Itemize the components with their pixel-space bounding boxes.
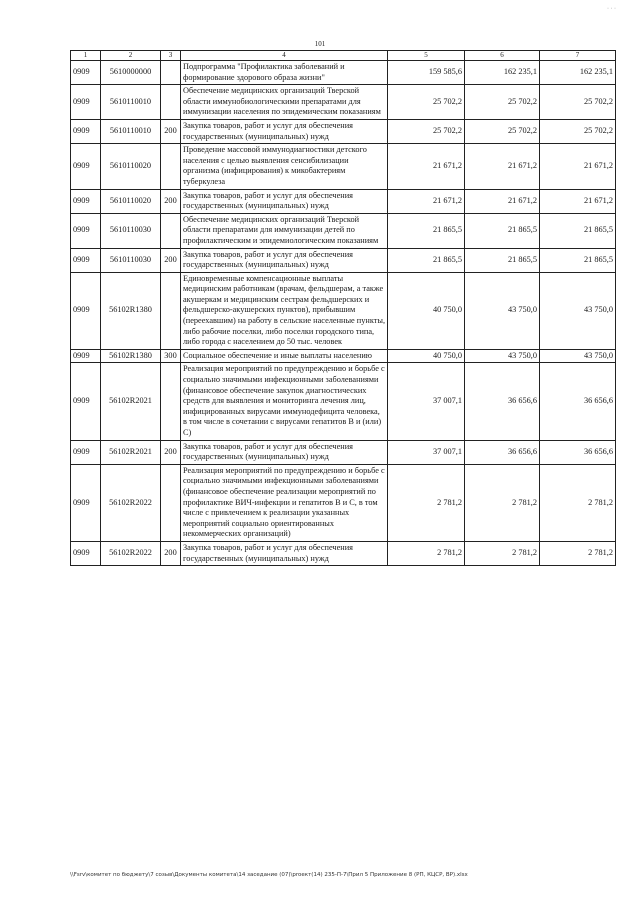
amount-year-3-cell: 36 656,6 bbox=[540, 363, 616, 440]
amount-year-3-cell: 162 235,1 bbox=[540, 61, 616, 85]
amount-year-1-cell: 25 702,2 bbox=[388, 119, 465, 143]
target-article-cell: 56102R1380 bbox=[101, 272, 161, 349]
header-col-2: 2 bbox=[101, 51, 161, 61]
expense-type-cell bbox=[161, 213, 181, 248]
section-code-cell: 0909 bbox=[71, 85, 101, 120]
table-row bbox=[71, 440, 616, 464]
amount-year-2-cell: 36 656,6 bbox=[465, 363, 540, 440]
table-row bbox=[71, 213, 616, 248]
table-row bbox=[71, 119, 616, 143]
table-row bbox=[71, 349, 616, 363]
target-article-cell: 56102R1380 bbox=[101, 349, 161, 363]
expense-type-cell: 200 bbox=[161, 189, 181, 213]
item-name-cell: Единовременные компенсационные выплаты медицинским работникам (врачам, фельдшерам, а также акушеркам и медицинским сестрам фельдшерских и фельдшерско-акушерских пунктов), прибывшим (переехавшим) на работу в сельские населенные пункты, либо рабочие поселки, либо поселки городского типа, либо города с населением до 50 тыс. человек bbox=[181, 272, 388, 349]
amount-year-1-cell: 37 007,1 bbox=[388, 363, 465, 440]
amount-year-1-cell: 21 671,2 bbox=[388, 189, 465, 213]
amount-year-2-cell: 21 865,5 bbox=[465, 213, 540, 248]
section-code-cell: 0909 bbox=[71, 464, 101, 541]
target-article-cell: 5610000000 bbox=[101, 61, 161, 85]
amount-year-2-cell: 21 865,5 bbox=[465, 248, 540, 272]
amount-year-3-cell: 25 702,2 bbox=[540, 85, 616, 120]
item-name-cell: Реализация мероприятий по предупреждению и борьбе с социально значимыми инфекционными заболеваниями (финансовое обеспечение закупок диагностических средств для выявления и мониторинга лечения лиц, инфицированных вирусами иммунодефицита человека, в том числе в сочетании с вирусами гепатитов B и (или) C) bbox=[181, 363, 388, 440]
page-number: 101 bbox=[314, 40, 326, 48]
amount-year-3-cell: 43 750,0 bbox=[540, 272, 616, 349]
section-code-cell: 0909 bbox=[71, 213, 101, 248]
expense-type-cell: 200 bbox=[161, 541, 181, 565]
header-col-6: 6 bbox=[465, 51, 540, 61]
header-col-5: 5 bbox=[388, 51, 465, 61]
table-row bbox=[71, 248, 616, 272]
item-name-cell: Проведение массовой иммунодиагностики детского населения с целью выявления сенсибилизации организма (инфицирования) к микобактериям туберкулеза bbox=[181, 144, 388, 189]
amount-year-1-cell: 2 781,2 bbox=[388, 464, 465, 541]
expense-type-cell: 300 bbox=[161, 349, 181, 363]
table-row bbox=[71, 541, 616, 565]
amount-year-1-cell: 21 865,5 bbox=[388, 213, 465, 248]
amount-year-1-cell: 40 750,0 bbox=[388, 272, 465, 349]
item-name-cell: Закупка товаров, работ и услуг для обеспечения государственных (муниципальных) нужд bbox=[181, 119, 388, 143]
header-col-7: 7 bbox=[540, 51, 616, 61]
target-article-cell: 56102R2022 bbox=[101, 464, 161, 541]
item-name-cell: Обеспечение медицинских организаций Тверской области препаратами для иммунизации детей по профилактическим и эпидемиологическим показаниям bbox=[181, 213, 388, 248]
section-code-cell: 0909 bbox=[71, 61, 101, 85]
amount-year-1-cell: 40 750,0 bbox=[388, 349, 465, 363]
expense-type-cell bbox=[161, 61, 181, 85]
expense-type-cell: 200 bbox=[161, 440, 181, 464]
item-name-cell: Подпрограмма "Профилактика заболеваний и формирование здорового образа жизни" bbox=[181, 61, 388, 85]
amount-year-1-cell: 2 781,2 bbox=[388, 541, 465, 565]
table-row bbox=[71, 144, 616, 189]
amount-year-3-cell: 21 671,2 bbox=[540, 144, 616, 189]
budget-table bbox=[70, 50, 616, 566]
header-row bbox=[71, 51, 616, 61]
section-code-cell: 0909 bbox=[71, 541, 101, 565]
amount-year-1-cell: 21 865,5 bbox=[388, 248, 465, 272]
item-name-cell: Реализация мероприятий по предупреждению и борьбе с социально значимыми инфекционными заболеваниями (финансовое обеспечение реализации мероприятий по профилактике ВИЧ-инфекции и гепатитов B и C, в том числе с привлечением к реализации указанных мероприятий социально ориентированных некоммерческих организаций) bbox=[181, 464, 388, 541]
target-article-cell: 5610110010 bbox=[101, 85, 161, 120]
table-row bbox=[71, 272, 616, 349]
header-col-4: 4 bbox=[181, 51, 388, 61]
table-row bbox=[71, 189, 616, 213]
amount-year-1-cell: 21 671,2 bbox=[388, 144, 465, 189]
section-code-cell: 0909 bbox=[71, 349, 101, 363]
amount-year-2-cell: 36 656,6 bbox=[465, 440, 540, 464]
expense-type-cell: 200 bbox=[161, 248, 181, 272]
target-article-cell: 56102R2021 bbox=[101, 363, 161, 440]
expense-type-cell bbox=[161, 144, 181, 189]
amount-year-3-cell: 21 865,5 bbox=[540, 213, 616, 248]
amount-year-3-cell: 2 781,2 bbox=[540, 464, 616, 541]
expense-type-cell: 200 bbox=[161, 119, 181, 143]
expense-type-cell bbox=[161, 272, 181, 349]
amount-year-3-cell: 25 702,2 bbox=[540, 119, 616, 143]
amount-year-3-cell: 36 656,6 bbox=[540, 440, 616, 464]
table-row bbox=[71, 363, 616, 440]
header-col-3: 3 bbox=[161, 51, 181, 61]
section-code-cell: 0909 bbox=[71, 363, 101, 440]
amount-year-3-cell: 21 671,2 bbox=[540, 189, 616, 213]
amount-year-3-cell: 43 750,0 bbox=[540, 349, 616, 363]
amount-year-3-cell: 2 781,2 bbox=[540, 541, 616, 565]
target-article-cell: 5610110030 bbox=[101, 248, 161, 272]
item-name-cell: Обеспечение медицинских организаций Тверской области иммунобиологическими препаратами для иммунизации населения по эпидемическим показаниям bbox=[181, 85, 388, 120]
amount-year-2-cell: 43 750,0 bbox=[465, 272, 540, 349]
amount-year-2-cell: 25 702,2 bbox=[465, 85, 540, 120]
amount-year-2-cell: 25 702,2 bbox=[465, 119, 540, 143]
item-name-cell: Закупка товаров, работ и услуг для обеспечения государственных (муниципальных) нужд bbox=[181, 440, 388, 464]
expense-type-cell bbox=[161, 464, 181, 541]
item-name-cell: Закупка товаров, работ и услуг для обеспечения государственных (муниципальных) нужд bbox=[181, 248, 388, 272]
amount-year-1-cell: 25 702,2 bbox=[388, 85, 465, 120]
section-code-cell: 0909 bbox=[71, 119, 101, 143]
section-code-cell: 0909 bbox=[71, 248, 101, 272]
section-code-cell: 0909 bbox=[71, 144, 101, 189]
target-article-cell: 56102R2022 bbox=[101, 541, 161, 565]
table-body bbox=[71, 61, 616, 566]
amount-year-2-cell: 2 781,2 bbox=[465, 541, 540, 565]
target-article-cell: 5610110020 bbox=[101, 189, 161, 213]
corner-mark: · · · bbox=[607, 6, 616, 12]
table-row bbox=[71, 61, 616, 85]
amount-year-1-cell: 159 585,6 bbox=[388, 61, 465, 85]
expense-type-cell bbox=[161, 363, 181, 440]
section-code-cell: 0909 bbox=[71, 272, 101, 349]
item-name-cell: Социальное обеспечение и иные выплаты населению bbox=[181, 349, 388, 363]
item-name-cell: Закупка товаров, работ и услуг для обеспечения государственных (муниципальных) нужд bbox=[181, 189, 388, 213]
amount-year-2-cell: 162 235,1 bbox=[465, 61, 540, 85]
table-row bbox=[71, 464, 616, 541]
amount-year-2-cell: 21 671,2 bbox=[465, 144, 540, 189]
target-article-cell: 5610110030 bbox=[101, 213, 161, 248]
amount-year-2-cell: 43 750,0 bbox=[465, 349, 540, 363]
target-article-cell: 56102R2021 bbox=[101, 440, 161, 464]
expense-type-cell bbox=[161, 85, 181, 120]
table-row bbox=[71, 85, 616, 120]
target-article-cell: 5610110010 bbox=[101, 119, 161, 143]
header-col-1: 1 bbox=[71, 51, 101, 61]
amount-year-3-cell: 21 865,5 bbox=[540, 248, 616, 272]
target-article-cell: 5610110020 bbox=[101, 144, 161, 189]
amount-year-1-cell: 37 007,1 bbox=[388, 440, 465, 464]
section-code-cell: 0909 bbox=[71, 440, 101, 464]
amount-year-2-cell: 2 781,2 bbox=[465, 464, 540, 541]
item-name-cell: Закупка товаров, работ и услуг для обеспечения государственных (муниципальных) нужд bbox=[181, 541, 388, 565]
amount-year-2-cell: 21 671,2 bbox=[465, 189, 540, 213]
file-path-footer: \\Fsrv\комитет по бюджету\7 созыв\Документы комитета\14 заседание (07)\proект(14) 235-П-7\Прил 5 Приложение 8 (РП, КЦСР, ВР).xlsx bbox=[70, 872, 468, 878]
section-code-cell: 0909 bbox=[71, 189, 101, 213]
